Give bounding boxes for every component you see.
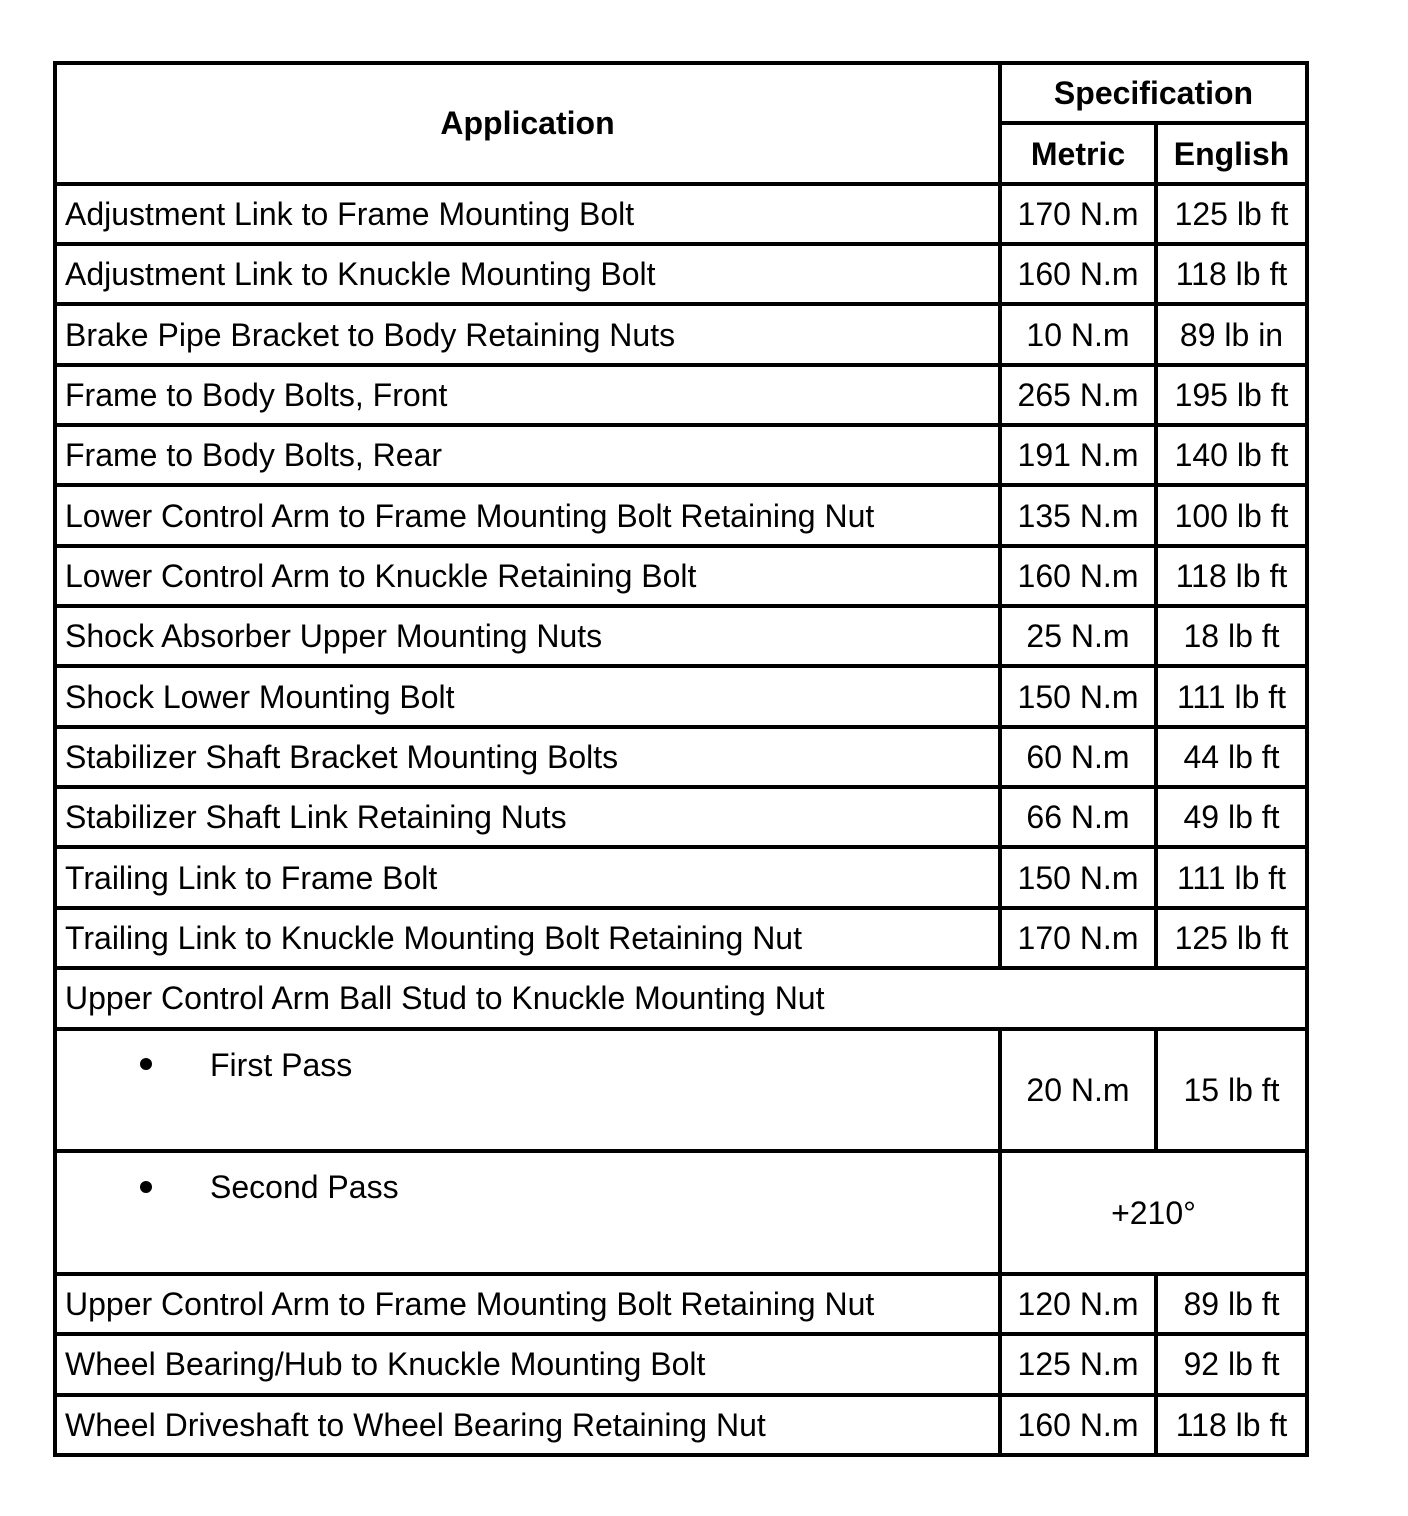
english-cell: 100 lb ft: [1156, 485, 1307, 545]
english-cell: 111 lb ft: [1156, 666, 1307, 726]
second-pass-label: Second Pass: [210, 1169, 399, 1206]
first-pass-row: [55, 1029, 1307, 1152]
metric-cell: 170 N.m: [1000, 908, 1156, 968]
angle-cell: +210°: [1000, 1151, 1307, 1274]
english-cell: 195 lb ft: [1156, 365, 1307, 425]
table-row: [55, 184, 1307, 244]
metric-cell: 125 N.m: [1000, 1334, 1156, 1394]
header-row: [55, 63, 1307, 123]
application-cell: Lower Control Arm to Knuckle Retaining Bolt: [55, 546, 1000, 606]
table-row: [55, 847, 1307, 907]
application-cell: Frame to Body Bolts, Rear: [55, 425, 1000, 485]
metric-cell: 170 N.m: [1000, 184, 1156, 244]
first-pass-cell: [55, 1029, 1000, 1152]
table-row: [55, 1395, 1307, 1455]
english-cell: 49 lb ft: [1156, 787, 1307, 847]
table-row: [55, 425, 1307, 485]
table-row: [55, 666, 1307, 726]
english-cell: 118 lb ft: [1156, 546, 1307, 606]
application-cell: Frame to Body Bolts, Front: [55, 365, 1000, 425]
english-cell: 92 lb ft: [1156, 1334, 1307, 1394]
group-header-row: [55, 968, 1307, 1028]
application-cell: Stabilizer Shaft Link Retaining Nuts: [55, 787, 1000, 847]
specification-header: Specification: [1000, 63, 1307, 123]
table-row: [55, 1274, 1307, 1334]
application-cell: Wheel Driveshaft to Wheel Bearing Retaining Nut: [55, 1395, 1000, 1455]
metric-cell: 66 N.m: [1000, 787, 1156, 847]
application-cell: Adjustment Link to Frame Mounting Bolt: [55, 184, 1000, 244]
application-cell: Brake Pipe Bracket to Body Retaining Nuts: [55, 304, 1000, 364]
table-row: [55, 606, 1307, 666]
english-cell: 89 lb ft: [1156, 1274, 1307, 1334]
first-pass-label: First Pass: [210, 1046, 353, 1083]
english-cell: 111 lb ft: [1156, 847, 1307, 907]
english-cell: 125 lb ft: [1156, 908, 1307, 968]
metric-cell: 160 N.m: [1000, 244, 1156, 304]
table-row: [55, 1334, 1307, 1394]
application-cell: Lower Control Arm to Frame Mounting Bolt Retaining Nut: [55, 485, 1000, 545]
metric-cell: 191 N.m: [1000, 425, 1156, 485]
english-cell: 118 lb ft: [1156, 244, 1307, 304]
application-cell: Trailing Link to Knuckle Mounting Bolt Retaining Nut: [55, 908, 1000, 968]
metric-cell: 25 N.m: [1000, 606, 1156, 666]
metric-cell: 160 N.m: [1000, 1395, 1156, 1455]
english-cell: 44 lb ft: [1156, 727, 1307, 787]
english-cell: 140 lb ft: [1156, 425, 1307, 485]
table-row: [55, 304, 1307, 364]
metric-cell: 120 N.m: [1000, 1274, 1156, 1334]
metric-cell: 10 N.m: [1000, 304, 1156, 364]
metric-cell: 265 N.m: [1000, 365, 1156, 425]
application-cell: Wheel Bearing/Hub to Knuckle Mounting Bolt: [55, 1334, 1000, 1394]
torque-spec-table: [53, 61, 1309, 1457]
english-cell: 15 lb ft: [1156, 1029, 1307, 1152]
application-cell: Stabilizer Shaft Bracket Mounting Bolts: [55, 727, 1000, 787]
metric-cell: 150 N.m: [1000, 666, 1156, 726]
metric-cell: 160 N.m: [1000, 546, 1156, 606]
metric-cell: 135 N.m: [1000, 485, 1156, 545]
application-cell: Shock Absorber Upper Mounting Nuts: [55, 606, 1000, 666]
english-header: English: [1156, 123, 1307, 183]
table-row: [55, 546, 1307, 606]
table-row: [55, 485, 1307, 545]
table-row: [55, 365, 1307, 425]
upper-ball-stud-label: Upper Control Arm Ball Stud to Knuckle Mounting Nut: [55, 968, 1307, 1028]
second-pass-cell: [55, 1151, 1000, 1274]
application-cell: Upper Control Arm to Frame Mounting Bolt Retaining Nut: [55, 1274, 1000, 1334]
bullet-icon: [140, 1181, 152, 1193]
english-cell: 18 lb ft: [1156, 606, 1307, 666]
english-cell: 118 lb ft: [1156, 1395, 1307, 1455]
table-row: [55, 787, 1307, 847]
application-cell: Trailing Link to Frame Bolt: [55, 847, 1000, 907]
english-cell: 89 lb in: [1156, 304, 1307, 364]
metric-header: Metric: [1000, 123, 1156, 183]
second-pass-row: [55, 1151, 1307, 1274]
application-cell: Shock Lower Mounting Bolt: [55, 666, 1000, 726]
table-row: [55, 727, 1307, 787]
table-row: [55, 244, 1307, 304]
application-header: Application: [55, 63, 1000, 184]
application-cell: Adjustment Link to Knuckle Mounting Bolt: [55, 244, 1000, 304]
english-cell: 125 lb ft: [1156, 184, 1307, 244]
metric-cell: 60 N.m: [1000, 727, 1156, 787]
bullet-icon: [140, 1058, 152, 1070]
metric-cell: 20 N.m: [1000, 1029, 1156, 1152]
table-row: [55, 908, 1307, 968]
metric-cell: 150 N.m: [1000, 847, 1156, 907]
